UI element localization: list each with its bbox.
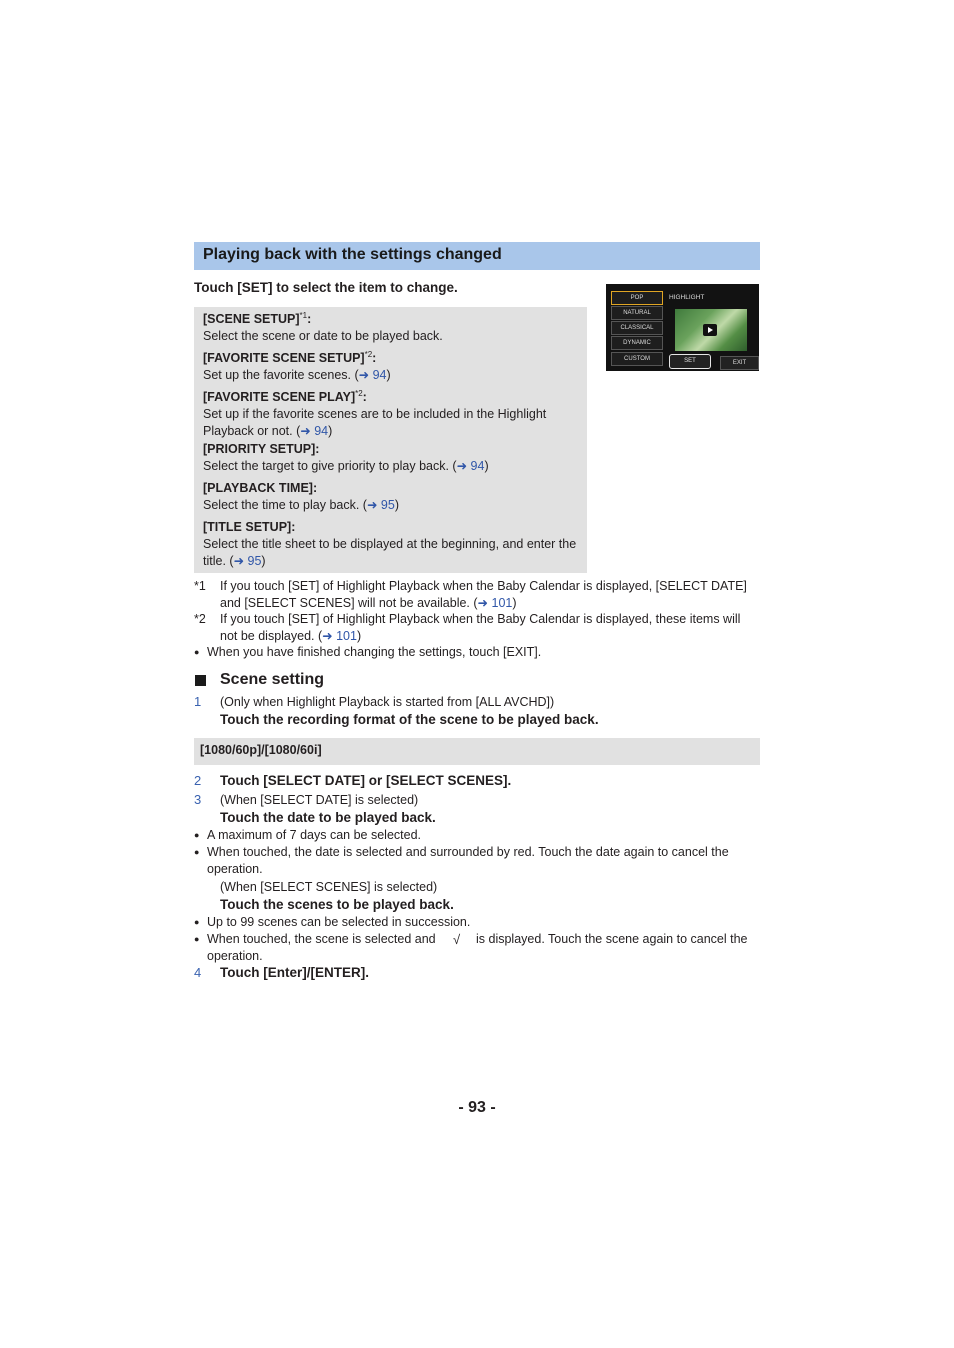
- setting-priority-setup: [PRIORITY SETUP]: Select the target to give priority to play back. (➜ 94): [203, 442, 489, 473]
- note-exit: When you have finished changing the settings, touch [EXIT].: [207, 645, 542, 659]
- setting-title-setup: [TITLE SETUP]: Select the title sheet to be displayed at the beginning, and enter the title. (➜ 95): [203, 520, 577, 568]
- play-triangle-icon: [708, 327, 713, 333]
- step3-note-date: (When [SELECT DATE] is selected): [220, 793, 419, 807]
- page-link[interactable]: ➜ 95: [233, 554, 262, 568]
- setting-head: [SCENE SETUP]: [203, 312, 300, 327]
- colon: :: [307, 312, 312, 327]
- footnote-mark-2: *2: [194, 612, 206, 626]
- bullet-icon: ●: [194, 847, 200, 857]
- menu-pop[interactable]: POP: [611, 291, 663, 305]
- step-number: 2: [194, 773, 202, 788]
- step2-text: Touch [SELECT DATE] or [SELECT SCENES].: [220, 773, 512, 788]
- setting-playback-time: [PLAYBACK TIME]: Select the time to play back. (➜ 95): [203, 481, 399, 512]
- bullet-scene-touched-cont: is displayed. Touch the scene again to cancel the: [476, 932, 748, 946]
- setting-head: [PRIORITY SETUP]:: [203, 442, 320, 456]
- page-link[interactable]: ➜ 94: [456, 459, 485, 473]
- highlight-label: HIGHLIGHT: [669, 294, 705, 301]
- menu-dynamic[interactable]: DYNAMIC: [611, 336, 663, 350]
- set-button[interactable]: SET: [669, 354, 711, 369]
- menu-custom[interactable]: CUSTOM: [611, 352, 663, 366]
- page-link[interactable]: ➜ 101: [477, 596, 513, 610]
- setting-desc: Select the scene or date to be played back.: [203, 329, 443, 344]
- footnote-2: If you touch [SET] of Highlight Playback when the Baby Calendar is displayed, these items will not be displayed. (➜ 101): [220, 612, 741, 643]
- step3-note-scenes: (When [SELECT SCENES] is selected): [220, 880, 438, 894]
- menu-natural[interactable]: NATURAL: [611, 306, 663, 320]
- step4-text: Touch [Enter]/[ENTER].: [220, 965, 369, 980]
- format-options: [1080/60p]/[1080/60i]: [200, 743, 322, 757]
- setting-favorite-scene-play: [FAVORITE SCENE PLAY]$^{*2}$: Set up if the favorite scenes are to be included in the Highlight Playback or not. (➜ 94): [203, 389, 547, 439]
- page-link[interactable]: ➜ 95: [366, 498, 395, 512]
- section-title: Playing back with the settings changed: [203, 246, 502, 263]
- page-link[interactable]: ➜ 101: [322, 629, 357, 643]
- bullet-icon: ●: [194, 917, 200, 927]
- setting-desc: Set up if the favorite scenes are to be included in the Highlight Playback or not. (: [203, 407, 547, 439]
- exit-button[interactable]: EXIT: [720, 356, 759, 370]
- step-number: 1: [194, 694, 202, 709]
- setting-head: [PLAYBACK TIME]:: [203, 481, 318, 495]
- bullet-99-scenes: Up to 99 scenes can be selected in succession.: [207, 915, 471, 929]
- footnote-mark-1: *1: [194, 579, 206, 593]
- square-bullet-icon: [195, 675, 206, 686]
- page-link[interactable]: ➜ 94: [300, 424, 329, 439]
- bullet-icon: ●: [194, 830, 200, 840]
- setting-head: [FAVORITE SCENE SETUP]: [203, 351, 365, 366]
- step3-text-scenes: Touch the scenes to be played back.: [220, 897, 454, 912]
- footnote-mark: *1: [299, 311, 308, 320]
- setting-desc: Set up the favorite scenes. (: [203, 368, 359, 383]
- setting-head: [FAVORITE SCENE PLAY]: [203, 390, 356, 405]
- footnote-text: If you touch [SET] of Highlight Playback when the Baby Calendar is displayed, these items will not be displayed. (: [220, 612, 741, 643]
- bullet-max-days: A maximum of 7 days can be selected.: [207, 828, 421, 842]
- page-number: - 93 -: [458, 1099, 496, 1116]
- footnote-mark: *2: [355, 389, 363, 398]
- step3-text-date: Touch the date to be played back.: [220, 810, 436, 825]
- setting-scene-setup: [203, 307, 581, 345]
- setting-desc: Select the title sheet to be displayed at the beginning, and enter the title. (: [203, 537, 577, 568]
- setting-desc: Select the target to give priority to play back. (: [203, 459, 457, 473]
- step1-note: (Only when Highlight Playback is started from [ALL AVCHD]): [220, 695, 555, 709]
- colon: :: [362, 390, 367, 405]
- colon: :: [372, 351, 377, 366]
- page-link[interactable]: ➜ 94: [358, 368, 387, 383]
- footnote-mark: *2: [364, 350, 373, 359]
- menu-classical[interactable]: CLASSICAL: [611, 321, 663, 335]
- step-number: 3: [194, 792, 202, 807]
- scene-setting-heading: Scene setting: [220, 671, 325, 688]
- setting-favorite-scene-setup: [FAVORITE SCENE SETUP]$^{*2}$: Set up the favorite scenes. (➜ 94): [203, 350, 391, 383]
- setting-desc: Select the time to play back. (: [203, 498, 367, 512]
- step-number: 4: [194, 965, 202, 980]
- footnote-text: If you touch [SET] of Highlight Playback when the Baby Calendar is displayed, [SELECT DATE] and [SELECT SCENES] will not be available. (: [220, 579, 747, 610]
- footnote-1: If you touch [SET] of Highlight Playback when the Baby Calendar is displayed, [SELECT DATE] and [SELECT SCENES] will not be available. (➜ 101): [220, 579, 747, 610]
- bullet-icon: ●: [194, 647, 200, 657]
- bullet-scene-touched-end: operation.: [207, 949, 263, 963]
- setting-head: [TITLE SETUP]:: [203, 520, 296, 534]
- step1-text: Touch the recording format of the scene to be played back.: [220, 712, 599, 727]
- check-icon: √: [453, 932, 461, 947]
- bullet-scene-touched: When touched, the scene is selected and: [207, 932, 436, 946]
- instruction: Touch [SET] to select the item to change.: [194, 280, 458, 295]
- bullet-date-touched: When touched, the date is selected and surrounded by red. Touch the date again to cancel the operation.: [207, 845, 729, 876]
- bullet-icon: ●: [194, 934, 200, 944]
